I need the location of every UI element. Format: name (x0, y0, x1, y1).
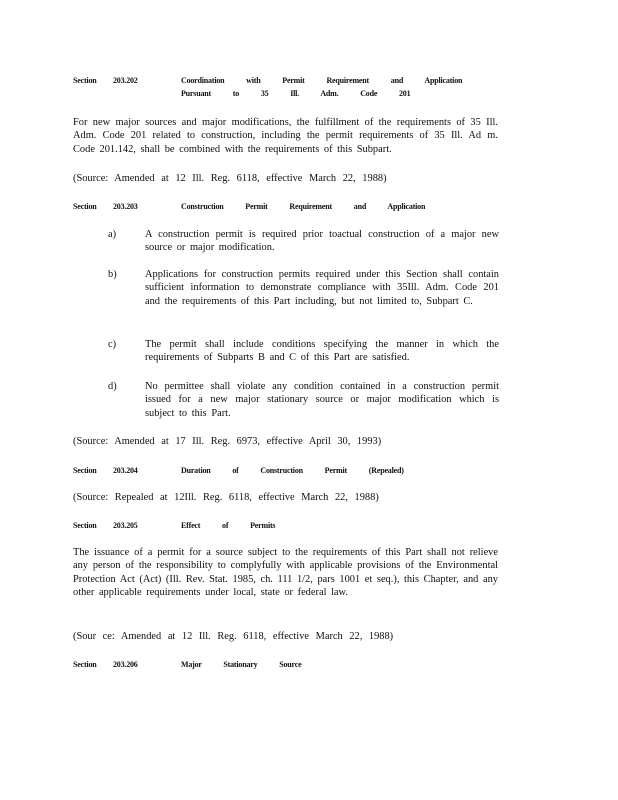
section-label: Section (73, 660, 97, 669)
list-text: No permittee shall violate any condition contained in a construction permit issued for a new major stationary source or major modification which is subject to this Part. (145, 381, 499, 419)
section-title: Coordination with Permit Requirement and Application Pursuant to 35 Ill. Adm. Code 201 (181, 76, 463, 98)
section-number: 203.204 (113, 466, 138, 475)
section-title: Major Stationary Source (181, 660, 302, 669)
list-text: The permit shall include conditions specifying the manner in which the requirements of Subparts B and C of this Part are satisfied. (145, 339, 499, 364)
list-marker: a) (108, 229, 117, 240)
list-marker: b) (108, 269, 117, 280)
section-number: 203.205 (113, 521, 138, 530)
source-note-203-203: (Source: Amended at 17 Ill. Reg. 6973, effective April 30, 1993) (73, 436, 382, 447)
section-label: Section (73, 202, 97, 211)
section-title: Construction Permit Requirement and Application (181, 202, 426, 211)
section-label: Section (73, 466, 97, 475)
list-text: Applications for construction permits required under this Section shall contain sufficient information to demonstrate compliance with 35Ill. Adm. Code 201 and the requirements of this Part including, but not limited to, Subpart C. (145, 269, 499, 307)
list-text: A construction permit is required prior toactual construction of a major new source or major modification. (145, 229, 499, 254)
section-title: Duration of Construction Permit (Repealed) (181, 466, 404, 475)
section-body-203-205: The issuance of a permit for a source subject to the requirements of this Part shall not relieve any person of the responsibility to complyfully with applicable provisions of the Environmental Protection Act (Act) (Ill. Rev. Stat. 1985, ch. 111 1/2, pars 1001 et seq.), this Chapter, and any other applicable requirements under local, state or federal law. (73, 547, 498, 598)
section-label: Section (73, 76, 97, 85)
section-label: Section (73, 521, 97, 530)
section-number: 203.206 (113, 660, 138, 669)
source-note-203-205: (Sour ce: Amended at 12 Ill. Reg. 6118, effective March 22, 1988) (73, 631, 394, 642)
section-body-203-202: For new major sources and major modifications, the fulfillment of the requirements of 35 Ill. Adm. Code 201 related to construction, including the permit requirements of 35 Ill. Ad m. Code 201.142, shall be combined with the requirements of this Subpart. (73, 117, 498, 155)
section-number: 203.203 (113, 202, 138, 211)
section-number: 203.202 (113, 76, 138, 85)
source-note-203-204: (Source: Repealed at 12Ill. Reg. 6118, effective March 22, 1988) (73, 492, 379, 503)
list-marker: c) (108, 339, 117, 350)
list-marker: d) (108, 381, 117, 392)
section-title: Effect of Permits (181, 521, 276, 530)
source-note-203-202: (Source: Amended at 12 Ill. Reg. 6118, effective March 22, 1988) (73, 173, 387, 184)
